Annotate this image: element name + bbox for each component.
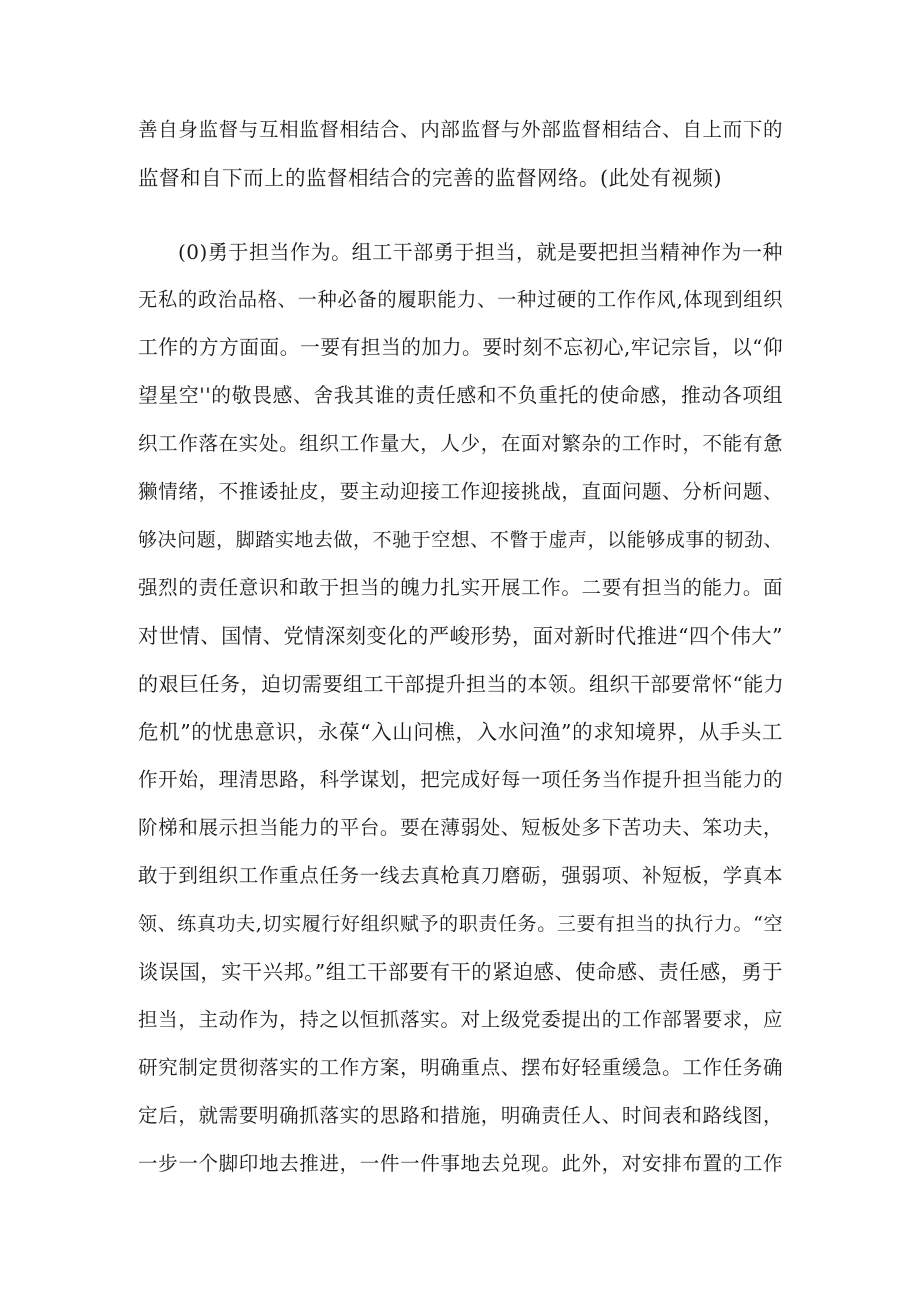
paragraph-2-line-14: 敢于到组织工作重点任务一线去真枪真刀磨砺，强弱项、补短板，学真本 <box>138 864 783 887</box>
paragraph-2-line-17: 担当，主动作为，持之以恒抓落实。对上级党委提出的工作部署要求，应 <box>138 1008 783 1031</box>
paragraph-2-line-5: 织工作落在实处。组织工作量大，人少，在面对繁杂的工作时，不能有惫 <box>138 432 783 455</box>
paragraph-2-line-1: (0)勇于担当作为。组工干部勇于担当，就是要把担当精神作为一种 <box>178 240 783 264</box>
paragraph-2-line-9: 对世情、国情、党情深刻变化的严峻形势，面对新时代推进“四个伟大” <box>138 624 783 648</box>
paragraph-2-line-15: 领、练真功夫,切实履行好组织赋予的职责任务。三要有担当的执行力。“空 <box>138 913 783 935</box>
paragraph-2-line-13: 阶梯和展示担当能力的平台。要在薄弱处、短板处多下苦功夫、笨功夫， <box>138 816 783 839</box>
paragraph-2-line-8: 强烈的责任意识和敢于担当的魄力扎实开展工作。二要有担当的能力。面 <box>138 576 783 599</box>
paragraph-2-line-12: 作开始，理清思路，科学谋划，把完成好每一项任务当作提升担当能力的 <box>138 768 783 791</box>
paragraph-1-line-2: 监督和自下而上的监督相结合的完善的监督网络。(此处有视频) <box>138 166 722 190</box>
paragraph-2-line-10: 的艰巨任务，迫切需要组工干部提升担当的本领。组织干部要常怀“能力 <box>138 672 785 696</box>
paragraph-2-line-19: 定后，就需要明确抓落实的思路和措施，明确责任人、时间表和路线图， <box>138 1104 783 1127</box>
paragraph-2-line-20: 一步一个脚印地去推进，一件一件事地去兑现。此外，对安排布置的工作 <box>138 1152 783 1175</box>
paragraph-2-line-16: 谈误国，实干兴邦。”组工干部要有干的紧迫感、使命感、责任感，勇于 <box>138 960 783 984</box>
paragraph-2-line-11: 危机”的忧患意识，永葆“入山问樵，入水问渔”的求知境界，从手头工 <box>138 720 783 744</box>
paragraph-2-line-7: 够决问题，脚踏实地去做，不驰于空想、不瞥于虚声，以能够成事的韧劲、 <box>138 529 783 551</box>
paragraph-2-line-4: 望星空''的敬畏感、舍我其谁的责任感和不负重托的使命感，推动各项组 <box>138 384 783 407</box>
paragraph-2-line-2: 无私的政治品格、一种必备的履职能力、一种过硬的工作作风,体现到组织 <box>138 288 783 311</box>
paragraph-1-line-1: 善自身监督与互相监督相结合、内部监督与外部监督相结合、自上而下的 <box>138 118 783 141</box>
paragraph-2-line-3: 工作的方方面面。一要有担当的加力。要时刻不忘初心,牢记宗旨，以“仰 <box>138 336 784 359</box>
paragraph-2-line-6: 獭情绪，不推诿扯皮，要主动迎接工作迎接挑战，直面问题、分析问题、 <box>138 480 783 503</box>
paragraph-2-line-18: 研究制定贯彻落实的工作方案，明确重点、摆布好轻重缓急。工作任务确 <box>138 1056 783 1079</box>
